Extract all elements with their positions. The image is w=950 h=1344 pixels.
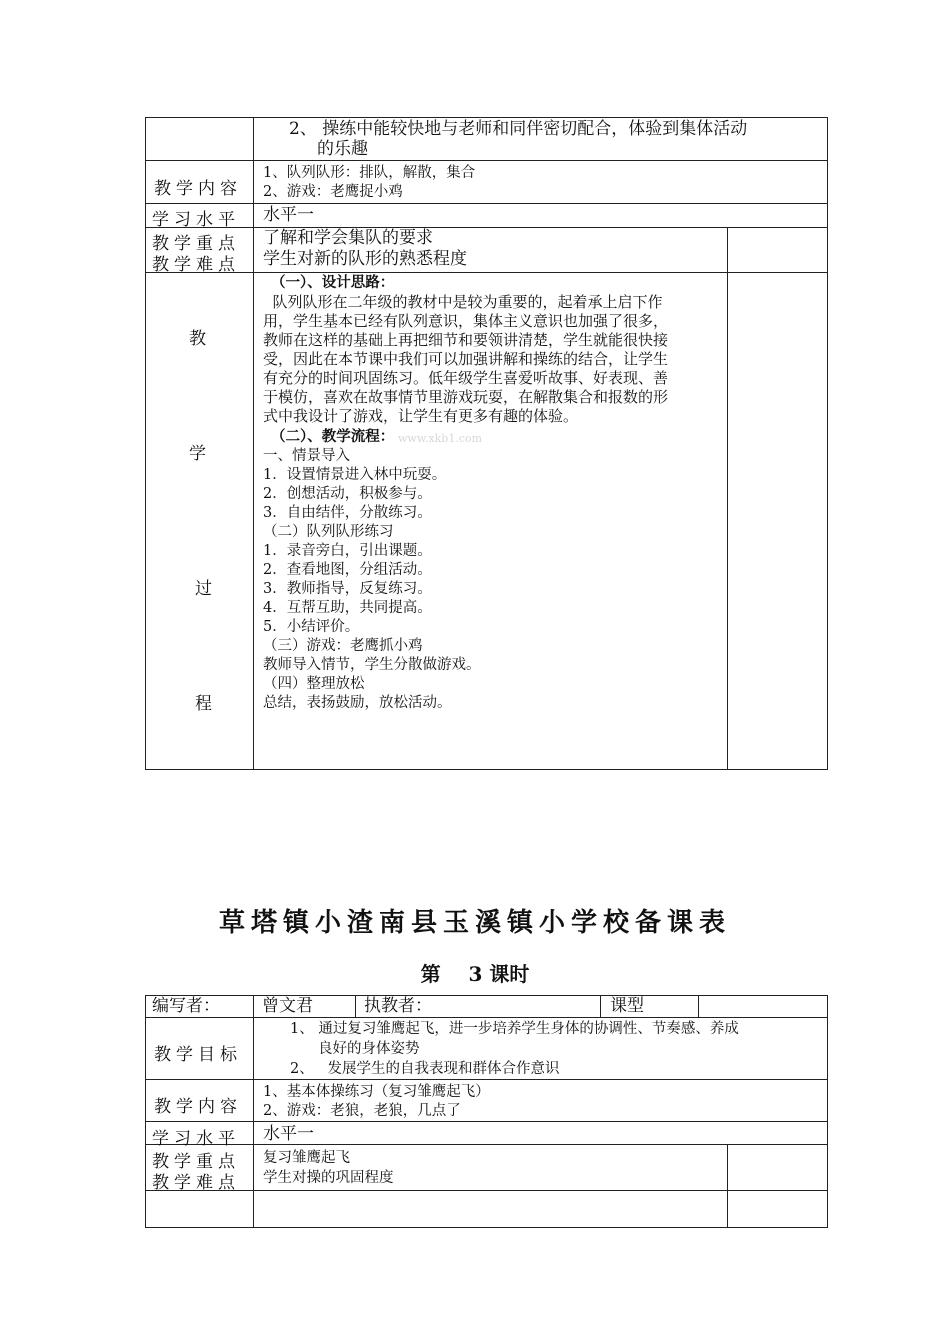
flow-line: 3．自由结伴，分散练习。 — [263, 505, 432, 521]
flow-line: （三）游戏：老鹰抓小鸡 — [263, 638, 423, 654]
objective-item-2: 2、 发展学生的自我表现和群体合作意识 — [290, 1061, 560, 1077]
key-point-value: 了解和学会集队的要求 — [263, 228, 433, 248]
difficulty-label: 教学难点 — [152, 1173, 240, 1193]
teacher-label: 执教者： — [364, 996, 432, 1016]
difficulty-value: 学生对操的巩固程度 — [263, 1170, 394, 1186]
flow-line: 总结，表扬鼓励，放松活动。 — [263, 695, 452, 711]
difficulty-label: 教学难点 — [152, 255, 240, 275]
content-item: 2、游戏：老狼，老狼，几点了 — [263, 1103, 461, 1119]
key-point-label: 教学重点 — [152, 1152, 240, 1172]
level-label: 学习水平 — [152, 210, 240, 230]
process-label-char: 程 — [195, 694, 212, 714]
design-heading: （一）、设计思路： — [271, 274, 395, 291]
content-item: 1、基本体操练习（复习雏鹰起飞） — [263, 1084, 490, 1100]
content-item: 1、队列队形：排队，解散，集合 — [263, 165, 476, 181]
flow-heading: （二）、教学流程： — [271, 428, 395, 445]
flow-line: 2．查看地图，分组活动。 — [263, 562, 432, 578]
watermark: www.xkb1.com — [398, 432, 483, 445]
design-line: 受，因此在本节课中我们可以加强讲解和操练的结合，让学生 — [263, 350, 669, 368]
level-label: 学习水平 — [152, 1129, 240, 1149]
level-value: 水平一 — [263, 1124, 314, 1144]
flow-line: 教师导入情节，学生分散做游戏。 — [263, 657, 481, 673]
objective-label: 教学目标 — [154, 1045, 242, 1065]
lesson-type-label: 课型 — [610, 996, 644, 1016]
objective-item-1-line-2: 良好的身体姿势 — [318, 1041, 420, 1057]
key-point-value: 复习雏鹰起飞 — [263, 1150, 350, 1166]
flow-line: 1．录音旁白，引出课题。 — [263, 543, 432, 559]
document-title: 草塔镇小渣南县玉溪镇小学校备课表 — [218, 908, 731, 938]
design-line: 有充分的时间巩固练习。低年级学生喜爱听故事、好表现、善 — [263, 369, 669, 387]
process-label-char: 过 — [195, 579, 212, 599]
lesson-number: 第 3 课时 — [420, 962, 530, 986]
design-line: 教师在这样的基础上再把细节和要领讲清楚，学生就能很快接 — [263, 331, 669, 349]
design-line: 于模仿，喜欢在故事情节里游戏玩耍，在解散集合和报数的形 — [263, 388, 669, 406]
author-label: 编写者： — [152, 996, 220, 1016]
content-label: 教学内容 — [154, 179, 242, 199]
content-item: 2、游戏：老鹰捉小鸡 — [263, 184, 403, 200]
process-label-char: 教 — [189, 329, 206, 349]
author-value: 曾文君 — [262, 996, 313, 1016]
level-value: 水平一 — [263, 205, 314, 225]
design-line: 用，学生基本已经有队列意识，集体主义意识也加强了很多， — [263, 312, 669, 330]
process-label-char: 学 — [189, 444, 206, 464]
flow-line: 2．创想活动，积极参与。 — [263, 486, 432, 502]
flow-line: 5．小结评价。 — [263, 619, 360, 635]
flow-line: （四）整理放松 — [263, 676, 365, 692]
flow-line: 一、情景导入 — [263, 448, 350, 464]
design-line: 式中我设计了游戏，让学生有更多有趣的体验。 — [263, 407, 579, 425]
flow-line: （二）队列队形练习 — [263, 524, 394, 540]
content-label: 教学内容 — [154, 1097, 242, 1117]
objective-item-2-line-2: 的乐趣 — [317, 139, 368, 159]
flow-line: 4．互帮互助，共同提高。 — [263, 600, 432, 616]
objective-item-1-line-1: 1、 通过复习雏鹰起飞，进一步培养学生身体的协调性、节奏感、养成 — [290, 1021, 739, 1037]
objective-item-2-line-1: 2、 操练中能较快地与老师和同伴密切配合，体验到集体活动 — [289, 119, 748, 139]
flow-line: 1．设置情景进入林中玩耍。 — [263, 467, 447, 483]
design-line: 队列队形在二年级的教材中是较为重要的，起着承上启下作 — [263, 293, 663, 311]
flow-line: 3．教师指导，反复练习。 — [263, 581, 432, 597]
difficulty-value: 学生对新的队形的熟悉程度 — [263, 249, 467, 269]
key-point-label: 教学重点 — [152, 234, 240, 254]
